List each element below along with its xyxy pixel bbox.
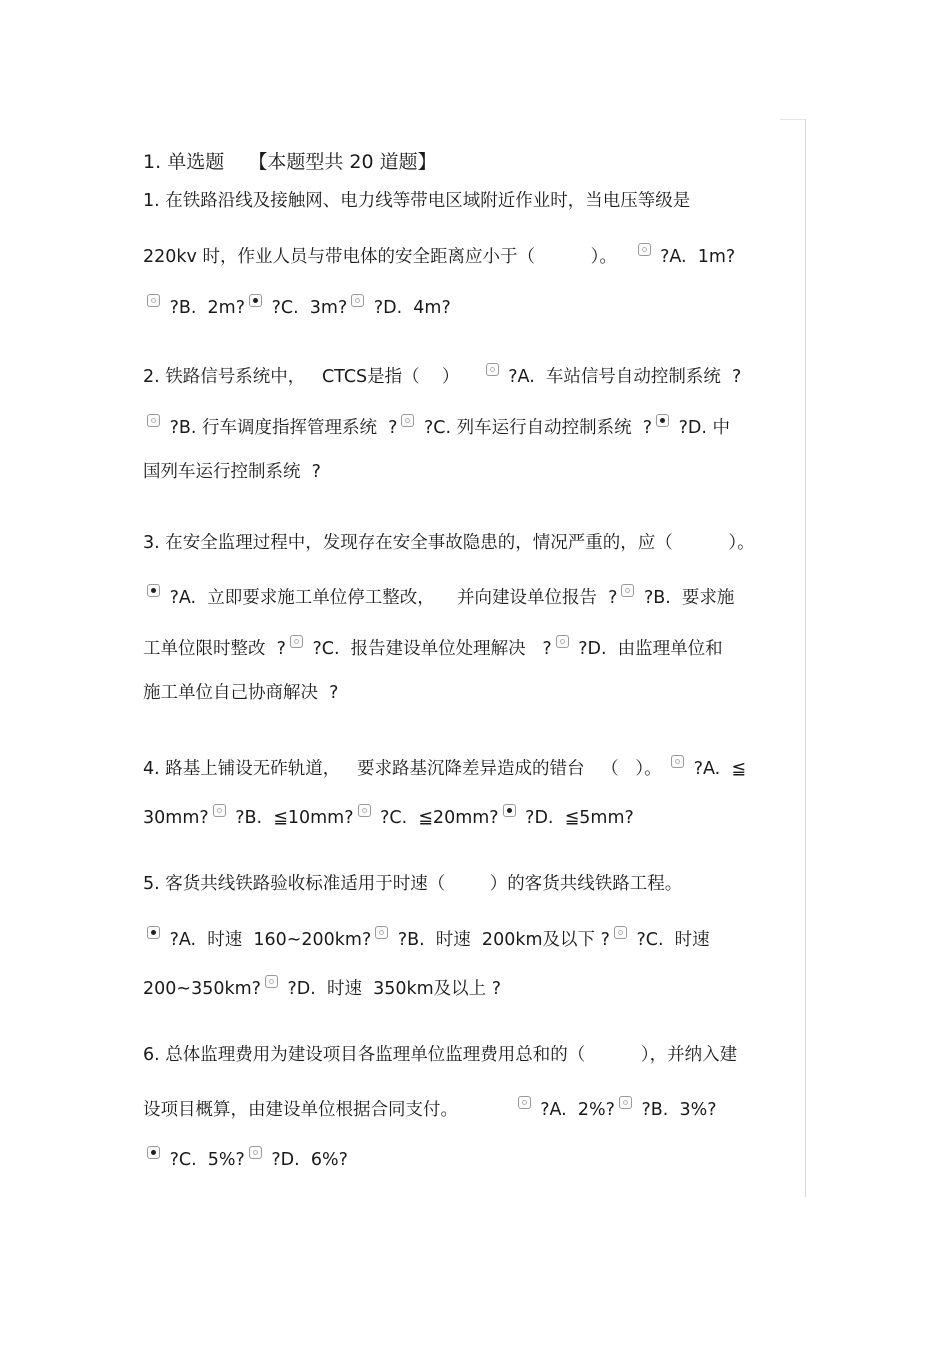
question-6-option-b-label: ?B. 3%? <box>635 1100 717 1120</box>
question-4-option-b-label: ?B. ≦10mm? <box>229 808 354 828</box>
question-4-option-a-label: ?A. ≦ <box>688 759 747 779</box>
question-4-line-1 <box>143 755 746 781</box>
question-3-option-c-radio[interactable] <box>290 635 303 648</box>
question-1-option-b-radio[interactable] <box>147 294 160 307</box>
question-1-options-line <box>143 294 451 320</box>
question-2-option-c-radio[interactable] <box>401 414 414 427</box>
question-6-option-a-label: ?A. 2%? <box>534 1100 615 1120</box>
question-3-option-a-label: ?A. 立即要求施工单位停工整改， 并向建设单位报告 ? <box>164 588 618 608</box>
question-5-option-b-radio[interactable] <box>375 926 388 939</box>
section-heading <box>143 150 437 174</box>
question-1-option-d-label: ?D. 4m? <box>368 298 451 318</box>
question-6-option-d-radio[interactable] <box>249 1146 262 1159</box>
question-1-option-a-label: ?A. 1m? <box>654 247 736 267</box>
question-2-option-b-radio[interactable] <box>147 414 160 427</box>
question-4-option-a-radio[interactable] <box>671 755 684 768</box>
question-3-option-d-label-cont: 施工单位自己协商解决 ? <box>143 683 339 703</box>
question-1-text-line-1: 1. 在铁路沿线及接触网、电力线等带电区域附近作业时，当电压等级是 <box>143 191 691 211</box>
question-6-option-a-radio[interactable] <box>518 1096 531 1109</box>
question-4-line-2 <box>143 804 634 830</box>
question-5-line-2 <box>143 926 710 952</box>
question-3-option-a-radio[interactable] <box>147 584 160 597</box>
section-number: 1. <box>143 151 162 173</box>
question-4-option-c-radio[interactable] <box>358 804 371 817</box>
question-4-option-a-label-cont: 30mm? <box>143 808 209 828</box>
question-3-option-d-radio[interactable] <box>556 635 569 648</box>
question-2-line-2 <box>143 414 730 440</box>
question-5-option-a-label: ?A. 时速 160~200km? <box>164 930 372 950</box>
question-6-text-line-2: 设项目概算，由建设单位根据合同支付。 <box>143 1100 458 1120</box>
question-4-text: 4. 路基上铺设无砟轨道， 要求路基沉降差异造成的错台 （ ）。 <box>143 759 662 779</box>
question-2-option-a-radio[interactable] <box>486 363 499 376</box>
question-5-line-3 <box>143 975 501 1001</box>
question-6-line-2 <box>143 1096 717 1122</box>
question-3-option-c-label: ?C. 报告建设单位处理解决 ? <box>306 639 552 659</box>
question-3-option-b-radio[interactable] <box>621 584 634 597</box>
question-2-option-d-radio[interactable] <box>656 414 669 427</box>
question-2-option-c-label: ?C. 列车运行自动控制系统 ? <box>418 418 653 438</box>
question-2-text: 2. 铁路信号系统中， CTCS是指（ ） <box>143 367 460 387</box>
question-3-option-b-label-cont: 工单位限时整改 ? <box>143 639 286 659</box>
question-6-option-b-radio[interactable] <box>619 1096 632 1109</box>
question-2-option-a-label: ?A. 车站信号自动控制系统 ? <box>502 367 742 387</box>
question-6-option-c-radio[interactable] <box>147 1146 160 1159</box>
question-1-text: 220kv 时，作业人员与带电体的安全距离应小于（ ）。 <box>143 247 617 267</box>
question-1-text-line-2 <box>143 243 735 269</box>
question-1-option-b-label: ?B. 2m? <box>164 298 246 318</box>
question-5-text: 5. 客货共线铁路验收标准适用于时速（ ）的客货共线铁路工程。 <box>143 874 683 894</box>
question-5-option-c-label: ?C. 时速 <box>630 930 710 950</box>
question-6-option-c-label: ?C. 5%? <box>164 1150 245 1170</box>
question-5-option-a-radio[interactable] <box>147 926 160 939</box>
question-5-option-c-label-cont: 200~350km? <box>143 979 261 999</box>
question-6-line-3 <box>143 1146 348 1172</box>
question-2-option-d-label-cont: 国列车运行控制系统 ? <box>143 462 321 482</box>
question-4-option-c-label: ?C. ≦20mm? <box>374 808 499 828</box>
question-3-option-b-label: ?B. 要求施 <box>638 588 735 608</box>
question-1-option-c-radio[interactable] <box>249 294 262 307</box>
question-3-line-2 <box>143 584 734 610</box>
question-2-option-d-label: ?D. 中 <box>673 418 730 438</box>
question-6-option-d-label: ?D. 6%? <box>265 1150 348 1170</box>
section-title: 单选题 <box>167 151 225 173</box>
question-4-option-d-radio[interactable] <box>503 804 516 817</box>
question-3-option-d-label: ?D. 由监理单位和 <box>572 639 723 659</box>
question-5-option-d-radio[interactable] <box>265 975 278 988</box>
question-6-text-line-1: 6. 总体监理费用为建设项目各监理单位监理费用总和的（ ），并纳入建 <box>143 1045 738 1065</box>
question-1-option-c-label: ?C. 3m? <box>266 298 348 318</box>
question-3-line-3 <box>143 635 723 661</box>
question-1-option-a-radio[interactable] <box>638 243 651 256</box>
question-5-option-d-label: ?D. 时速 350km及以上 ? <box>281 979 502 999</box>
section-count-note: 【本题型共 20 道题】 <box>248 151 437 173</box>
question-5-option-b-label: ?B. 时速 200km及以下 ? <box>392 930 610 950</box>
page-edge-right <box>805 119 806 1197</box>
page-edge-top <box>780 119 805 120</box>
question-4-option-d-label: ?D. ≦5mm? <box>519 808 634 828</box>
question-1-option-d-radio[interactable] <box>351 294 364 307</box>
question-2-line-1 <box>143 363 741 389</box>
question-2-option-b-label: ?B. 行车调度指挥管理系统 ? <box>164 418 398 438</box>
question-4-option-b-radio[interactable] <box>213 804 226 817</box>
question-5-option-c-radio[interactable] <box>614 926 627 939</box>
question-3-text: 3. 在安全监理过程中，发现存在安全事故隐患的，情况严重的，应（ ）。 <box>143 533 755 553</box>
